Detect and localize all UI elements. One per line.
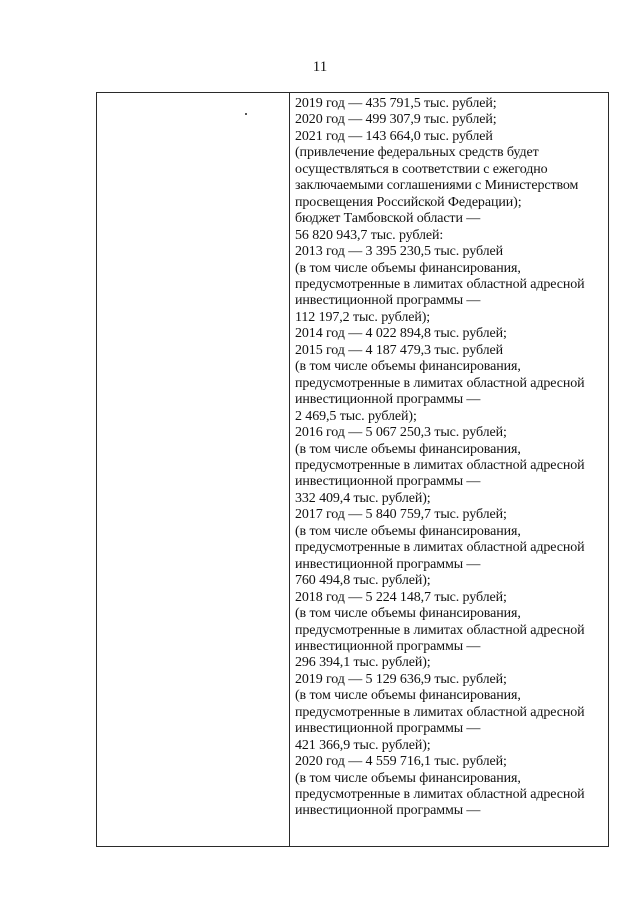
table-text-line: 2018 год — 5 224 148,7 тыс. рублей;	[295, 589, 507, 605]
table-text-line: инвестиционной программы —	[295, 556, 481, 572]
table-text-line: предусмотренные в лимитах областной адресной	[295, 787, 585, 803]
table-text-line: инвестиционной программы —	[295, 474, 481, 490]
table-text-line: 112 197,2 тыс. рублей);	[295, 309, 431, 325]
table-text-line: предусмотренные в лимитах областной адресной	[295, 457, 585, 473]
table-text-line: 2013 год — 3 395 230,5 тыс. рублей	[295, 244, 504, 260]
table-text-line: 421 366,9 тыс. рублей);	[295, 737, 431, 753]
table-text-line: (привлечение федеральных средств будет	[295, 145, 539, 161]
table-text-line: предусмотренные в лимитах областной адресной	[295, 704, 585, 720]
table-text-line: 2019 год — 435 791,5 тыс. рублей;	[295, 96, 497, 111]
table-text-line: 2015 год — 4 187 479,3 тыс. рублей	[295, 342, 504, 358]
table-text-line: 2020 год — 499 307,9 тыс. рублей;	[295, 112, 497, 128]
funding-table	[96, 92, 609, 847]
table-text-line: просвещения Российской Федерации);	[295, 194, 522, 210]
table-text-line: (в том числе объемы финансирования,	[295, 606, 521, 622]
table-text-line: инвестиционной программы —	[295, 721, 481, 737]
table-text-line: 56 820 943,7 тыс. рублей:	[295, 227, 444, 243]
table-text-line: 2020 год — 4 559 716,1 тыс. рублей;	[295, 754, 507, 770]
table-text-line: предусмотренные в лимитах областной адресной	[295, 375, 585, 391]
table-text-line: предусмотренные в лимитах областной адресной	[295, 622, 585, 638]
table-text-line: (в том числе объемы финансирования,	[295, 260, 521, 276]
table-text-line: 2 469,5 тыс. рублей);	[295, 408, 417, 424]
table-text-line: бюджет Тамбовской области —	[295, 211, 481, 227]
table-text-line: (в том числе объемы финансирования,	[295, 770, 521, 786]
table-text-line: 2019 год — 5 129 636,9 тыс. рублей;	[295, 671, 507, 687]
table-text-line: заключаемыми соглашениями с Министерством	[295, 178, 579, 194]
table-text-line: 760 494,8 тыс. рублей);	[295, 573, 431, 589]
table-text-line: 2021 год — 143 664,0 тыс. рублей	[295, 128, 493, 144]
table-text-line: 2014 год — 4 022 894,8 тыс. рублей;	[295, 326, 507, 342]
table-text-line: инвестиционной программы —	[295, 803, 481, 819]
table-text-line: инвестиционной программы —	[295, 638, 481, 654]
table-text-line: инвестиционной программы —	[295, 392, 481, 408]
table-text-line: (в том числе объемы финансирования,	[295, 688, 521, 704]
table-text-line: (в том числе объемы финансирования,	[295, 523, 521, 539]
table-text-line: осуществляться в соответствии с ежегодно	[295, 161, 548, 177]
table-text-line: (в том числе объемы финансирования,	[295, 441, 521, 457]
table-text-line: предусмотренные в лимитах областной адресной	[295, 540, 585, 556]
table-right-column	[290, 93, 608, 846]
table-text-line: 296 394,1 тыс. рублей);	[295, 655, 431, 671]
table-text-line: 332 409,4 тыс. рублей);	[295, 490, 431, 506]
page-number: 11	[312, 59, 328, 75]
table-text-line: 2017 год — 5 840 759,7 тыс. рублей;	[295, 507, 507, 523]
table-text-line: 2016 год — 5 067 250,3 тыс. рублей;	[295, 425, 507, 441]
table-left-column	[97, 93, 290, 846]
table-text-line: инвестиционной программы —	[295, 293, 481, 309]
table-text-line: (в том числе объемы финансирования,	[295, 359, 521, 375]
table-text-line: предусмотренные в лимитах областной адресной	[295, 276, 585, 292]
scan-speck	[245, 113, 247, 115]
